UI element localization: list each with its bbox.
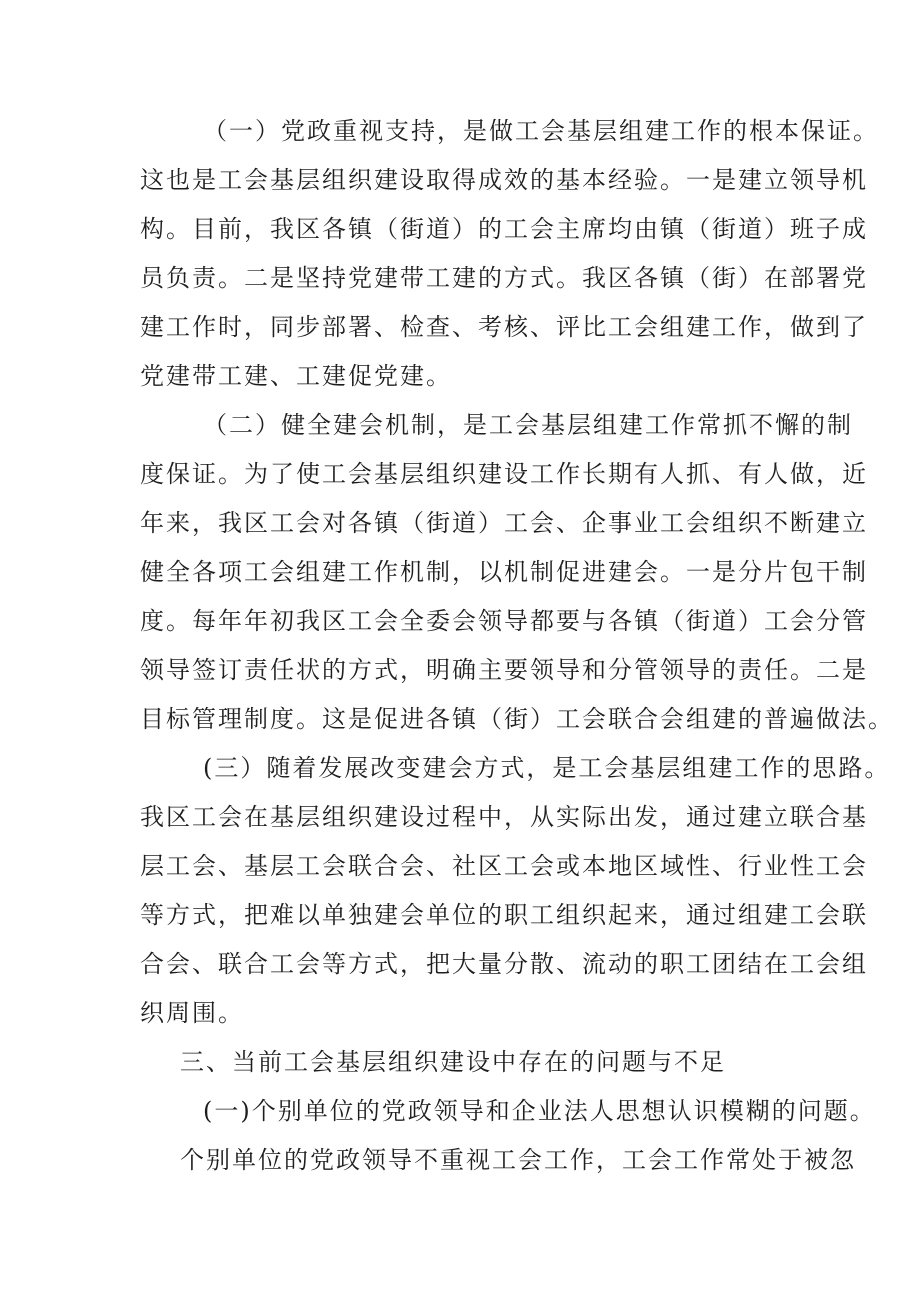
text-line: 党建带工建、工建促党建。 — [140, 362, 452, 390]
text-line: 健全各项工会组建工作机制，以机制促进建会。一是分片包干制 — [140, 558, 868, 586]
text-line: 合会、联合工会等方式，把大量分散、流动的职工团结在工会组 — [140, 950, 868, 978]
text-line: 领导签订责任状的方式，明确主要领导和分管领导的责任。二是 — [140, 656, 868, 684]
text-line: 建工作时，同步部署、检查、考核、评比工会组建工作，做到了 — [140, 313, 868, 341]
text-line: 度保证。为了使工会基层组织建设工作长期有人抓、有人做，近 — [140, 460, 868, 488]
text-line: 构。目前，我区各镇（街道）的工会主席均由镇（街道）班子成 — [140, 215, 868, 243]
text-line: 等方式，把难以单独建会单位的职工组织起来，通过组建工会联 — [140, 901, 868, 929]
subsection-heading: (一)个别单位的党政领导和企业法人思想认识模糊的问题。 — [203, 1097, 876, 1125]
text-line: 我区工会在基层组织建设过程中，从实际出发，通过建立联合基 — [140, 803, 868, 831]
text-line: 层工会、基层工会联合会、社区工会或本地区域性、行业性工会 — [140, 852, 868, 880]
text-line: 个别单位的党政领导不重视工会工作，工会工作常处于被忽 — [180, 1146, 856, 1174]
text-line: （一）党政重视支持，是做工会基层组建工作的根本保证。 — [203, 117, 879, 145]
text-line: (三）随着发展改变建会方式，是工会基层组建工作的思路。 — [203, 754, 891, 782]
text-line: 度。每年年初我区工会全委会领导都要与各镇（街道）工会分管 — [140, 607, 868, 635]
text-line: 这也是工会基层组织建设取得成效的基本经验。一是建立领导机 — [140, 166, 868, 194]
section-heading: 三、当前工会基层组织建设中存在的问题与不足 — [180, 1048, 726, 1076]
text-line: 年来，我区工会对各镇（街道）工会、企事业工会组织不断建立 — [140, 509, 868, 537]
text-line: 员负责。二是坚持党建带工建的方式。我区各镇（街）在部署党 — [140, 264, 868, 292]
text-line: （二）健全建会机制，是工会基层组建工作常抓不懈的制 — [203, 411, 853, 439]
text-line: 目标管理制度。这是促进各镇（街）工会联合会组建的普遍做法。 — [140, 705, 894, 733]
text-line: 织周围。 — [140, 999, 244, 1027]
